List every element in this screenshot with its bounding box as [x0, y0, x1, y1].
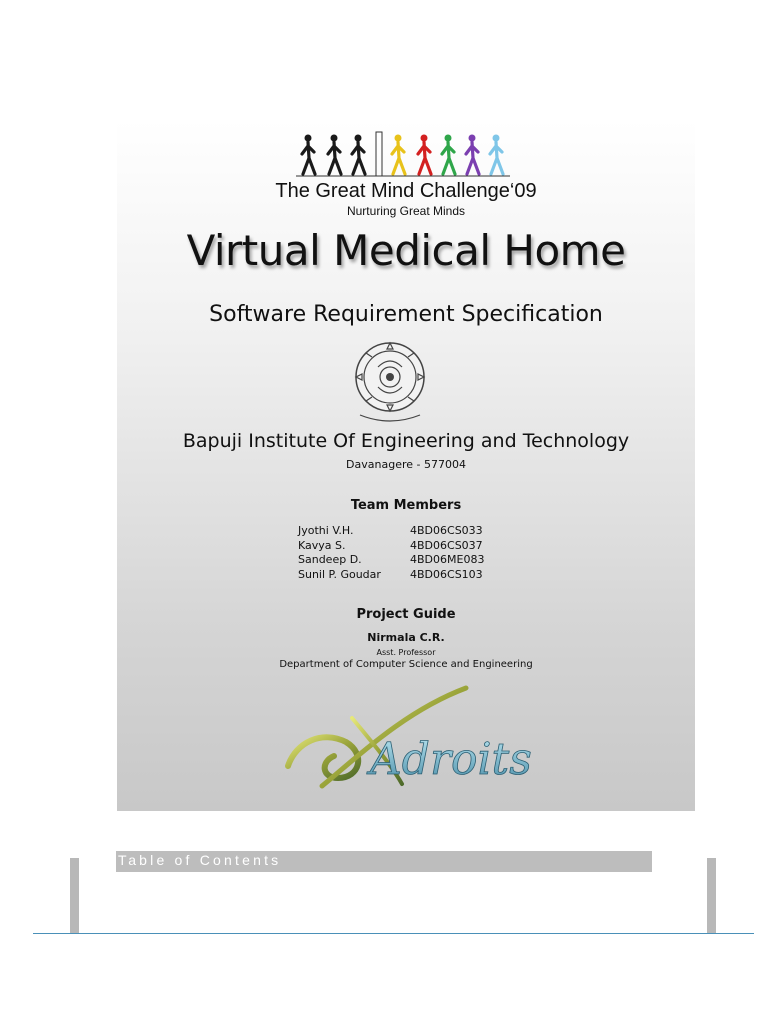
- institute-name: Bapuji Institute Of Engineering and Technology: [182, 430, 630, 452]
- institute-emblem-icon: [350, 337, 430, 425]
- svg-text:Adroits: Adroits: [370, 734, 532, 785]
- horizontal-rule: [33, 933, 754, 934]
- guide-department: Department of Computer Science and Engineering: [279, 659, 533, 670]
- team-heading: Team Members: [350, 498, 462, 513]
- walking-figure-icon: [392, 135, 405, 175]
- team-member-row: [298, 539, 518, 554]
- member-id: 4BD06CS033: [410, 524, 483, 537]
- walking-figure-icon: [328, 135, 341, 175]
- team-member-row: [298, 553, 518, 568]
- member-id: 4BD06CS103: [410, 567, 483, 581]
- institute-address: Davanagere - 577004: [346, 458, 466, 471]
- member-name: Kavya S.: [298, 538, 346, 552]
- team-member-row: [298, 568, 518, 583]
- team-member-row: [298, 524, 518, 539]
- walking-figure-icon: [490, 135, 503, 175]
- member-name: Sunil P. Goudar: [298, 567, 381, 581]
- toc-heading: Table of Contents: [118, 852, 282, 868]
- document-title: Virtual Medical Home: [186, 226, 626, 275]
- document-subtitle: Software Requirement Specification: [209, 302, 603, 327]
- guide-heading: Project Guide: [356, 607, 456, 622]
- challenge-title: The Great Mind Challenge‘09: [275, 180, 537, 202]
- left-margin-bar: [70, 858, 79, 934]
- walking-figure-icon: [302, 135, 315, 175]
- member-id: 4BD06ME083: [410, 553, 485, 566]
- guide-title: Asst. Professor: [376, 648, 436, 657]
- member-id: 4BD06CS037: [410, 538, 483, 552]
- guide-name: Nirmala C.R.: [367, 631, 445, 644]
- walking-figure-icon: [442, 135, 455, 175]
- adroits-logo: [282, 682, 532, 794]
- challenge-tagline: Nurturing Great Minds: [346, 204, 466, 218]
- member-name: Sandeep D.: [298, 553, 362, 566]
- evolution-figures-icon: [296, 130, 510, 180]
- member-name: Jyothi V.H.: [298, 524, 354, 537]
- walking-figure-icon: [418, 135, 431, 175]
- right-margin-bar: [707, 858, 716, 934]
- walking-figure-icon: [352, 135, 365, 175]
- walking-figure-icon: [466, 135, 479, 175]
- team-member-list: [298, 524, 518, 582]
